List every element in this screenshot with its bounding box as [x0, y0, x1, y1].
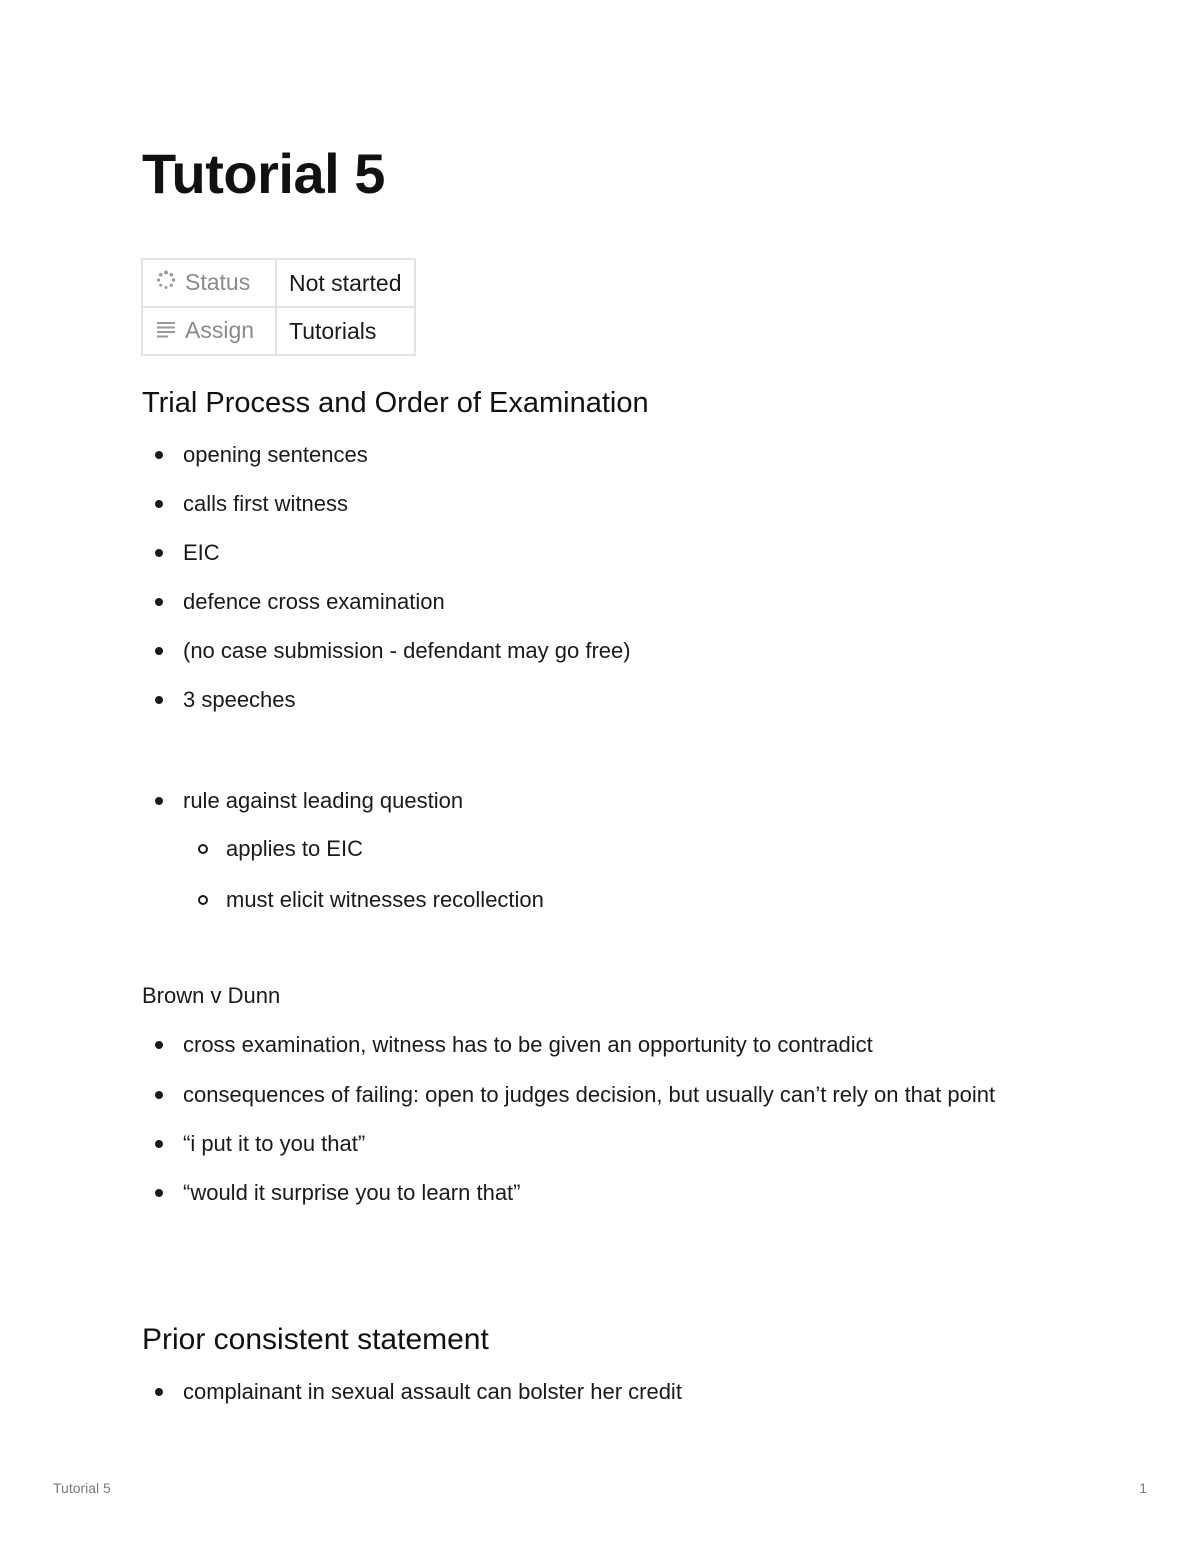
property-key-cell: [142, 259, 276, 307]
section-heading-prior-consistent-statement: Prior consistent statement: [142, 1323, 489, 1356]
page-title: Tutorial 5: [142, 142, 385, 205]
property-row-assign[interactable]: [142, 307, 415, 355]
list-item: must elicit witnesses recollection: [226, 882, 544, 917]
text-lines-icon: [155, 317, 177, 345]
list-item: (no case submission - defendant may go free): [183, 633, 631, 668]
list-item: complainant in sexual assault can bolster her credit: [183, 1374, 682, 1409]
case-label-brown-v-dunn: Brown v Dunn: [142, 983, 281, 1008]
list-item: cross examination, witness has to be given an opportunity to contradict: [183, 1027, 1083, 1062]
status-icon: [155, 269, 177, 297]
list-item: consequences of failing: open to judges decision, but usually can’t rely on that point: [183, 1077, 1083, 1112]
list-item: calls first witness: [183, 486, 631, 521]
bullet-list-prior-consistent: [183, 1374, 682, 1409]
footer-title: Tutorial 5: [53, 1480, 111, 1496]
list-item: applies to EIC: [226, 831, 544, 866]
property-key-assign: Assign: [185, 316, 255, 343]
bullet-list-leading-question: [183, 783, 463, 818]
sub-bullet-list: [226, 831, 544, 917]
property-row-status[interactable]: [142, 259, 415, 307]
property-value-assign[interactable]: Tutorials: [276, 307, 415, 355]
list-item: opening sentences: [183, 437, 631, 472]
bullet-list-brown-v-dunn: [183, 1027, 1083, 1210]
property-value-status[interactable]: Not started: [276, 259, 415, 307]
list-item: “i put it to you that”: [183, 1126, 1083, 1161]
footer-page-number: 1: [1139, 1480, 1147, 1496]
property-key-cell: [142, 307, 276, 355]
list-item: 3 speeches: [183, 682, 631, 717]
section-heading-trial-process: Trial Process and Order of Examination: [142, 387, 649, 419]
property-key-status: Status: [185, 268, 251, 295]
list-item: EIC: [183, 535, 631, 570]
properties-table: [141, 258, 416, 356]
list-item: “would it surprise you to learn that”: [183, 1175, 1083, 1210]
list-item: defence cross examination: [183, 584, 631, 619]
list-item: rule against leading question: [183, 783, 463, 818]
bullet-list-trial-process: [183, 437, 631, 717]
